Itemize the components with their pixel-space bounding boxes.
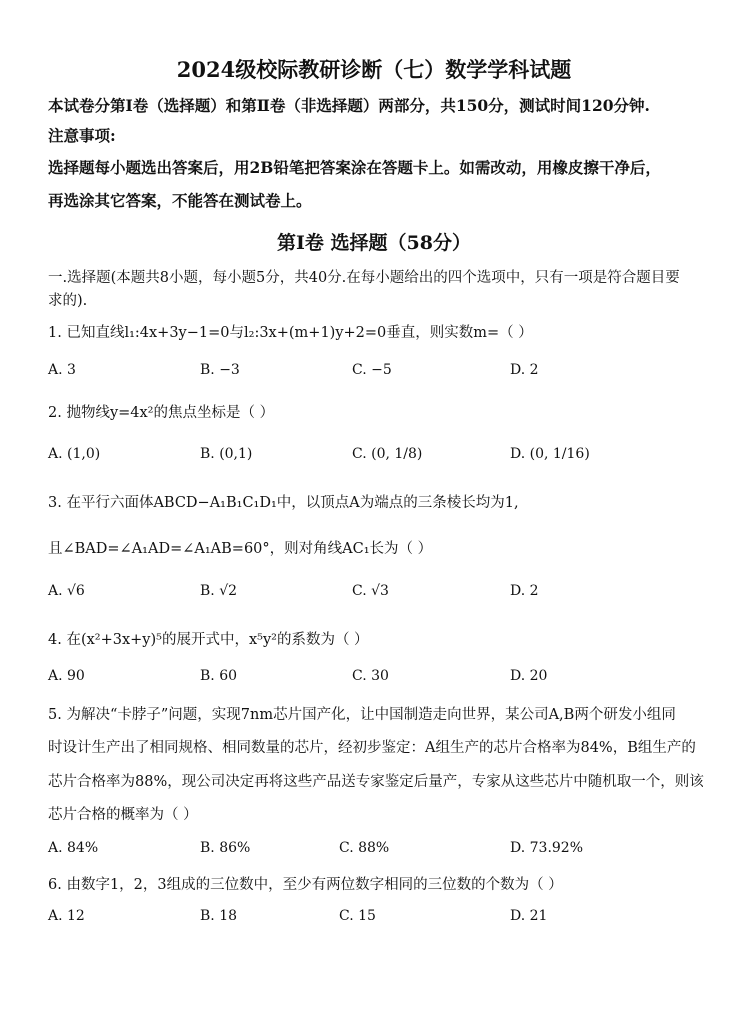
question-6-option-c: C. 15	[339, 908, 376, 924]
exam-title: 2024级校际教研诊断（七）数学学科试题	[176, 57, 572, 82]
question-2-option-d: D. (0, 1/16)	[510, 446, 590, 462]
question-2-option-a: A. (1,0)	[48, 446, 101, 462]
question-4-option-a: A. 90	[48, 668, 85, 684]
question-5-option-a: A. 84%	[48, 840, 99, 856]
question-1-option-c: C. −5	[352, 362, 392, 378]
question-4-stem: 4. 在(x²+3x+y)⁵的展开式中，x⁵y²的系数为（ ）	[48, 632, 369, 648]
exam-intro: 本试卷分第Ⅰ卷（选择题）和第Ⅱ卷（非选择题）两部分，共150分，测试时间120分钟.	[48, 96, 650, 115]
question-2-option-b: B. (0,1)	[200, 446, 253, 462]
question-1-option-b: B. −3	[200, 362, 240, 378]
question-2-option-c: C. (0, 1/8)	[352, 446, 423, 462]
question-1-option-d: D. 2	[510, 362, 539, 378]
question-5-stem-line-1: 5. 为解决“卡脖子”问题，实现7nm芯片国产化，让中国制造走向世界，某公司A,B两个研发小组同	[48, 707, 676, 723]
question-5-stem-line-4: 芯片合格的概率为（ ）	[48, 807, 198, 823]
question-3-option-d: D. 2	[510, 583, 539, 599]
question-3-stem-line-2: 且∠BAD=∠A₁AD=∠A₁AB=60°，则对角线AC₁长为（ ）	[48, 541, 433, 557]
question-4-option-d: D. 20	[510, 668, 548, 684]
question-6-stem: 6. 由数字1，2，3组成的三位数中，至少有两位数字相同的三位数的个数为（ ）	[48, 877, 563, 893]
question-5-option-c: C. 88%	[339, 840, 390, 856]
question-6-option-a: A. 12	[48, 908, 85, 924]
notice-title: 注意事项:	[48, 126, 116, 145]
question-1-option-a: A. 3	[48, 362, 76, 378]
question-6-option-d: D. 21	[510, 908, 548, 924]
question-3-option-a: A. √6	[48, 583, 85, 599]
question-3-option-b: B. √2	[200, 583, 238, 599]
question-6-option-b: B. 18	[200, 908, 238, 924]
section-desc-line-2: 求的).	[48, 293, 88, 309]
question-4-option-c: C. 30	[352, 668, 389, 684]
question-5-stem-line-3: 芯片合格率为88%，现公司决定再将这些产品送专家鉴定后量产，专家从这些芯片中随机取一个，则该	[48, 774, 704, 790]
question-5-stem-line-2: 时设计生产出了相同规格、相同数量的芯片，经初步鉴定：A组生产的芯片合格率为84%，B组生产的	[48, 740, 696, 756]
notice-line-1: 选择题每小题选出答案后，用2B铅笔把答案涂在答题卡上。如需改动，用橡皮擦干净后，	[48, 158, 661, 177]
section-title: 第Ⅰ卷 选择题（58分）	[277, 232, 471, 254]
notice-line-2: 再选涂其它答案，不能答在测试卷上。	[48, 191, 312, 210]
question-5-option-b: B. 86%	[200, 840, 251, 856]
question-3-option-c: C. √3	[352, 583, 389, 599]
question-1-stem: 1. 已知直线l₁:4x+3y−1=0与l₂:3x+(m+1)y+2=0垂直，则实数m=（ ）	[48, 325, 533, 341]
question-2-stem: 2. 抛物线y=4x²的焦点坐标是（ ）	[48, 405, 275, 421]
question-3-stem-line-1: 3. 在平行六面体ABCD−A₁B₁C₁D₁中，以顶点A为端点的三条棱长均为1,	[48, 495, 519, 511]
section-desc-line-1: 一.选择题(本题共8小题，每小题5分，共40分.在每小题给出的四个选项中，只有一项是符合题目要	[48, 270, 680, 286]
question-4-option-b: B. 60	[200, 668, 238, 684]
question-5-option-d: D. 73.92%	[510, 840, 584, 856]
